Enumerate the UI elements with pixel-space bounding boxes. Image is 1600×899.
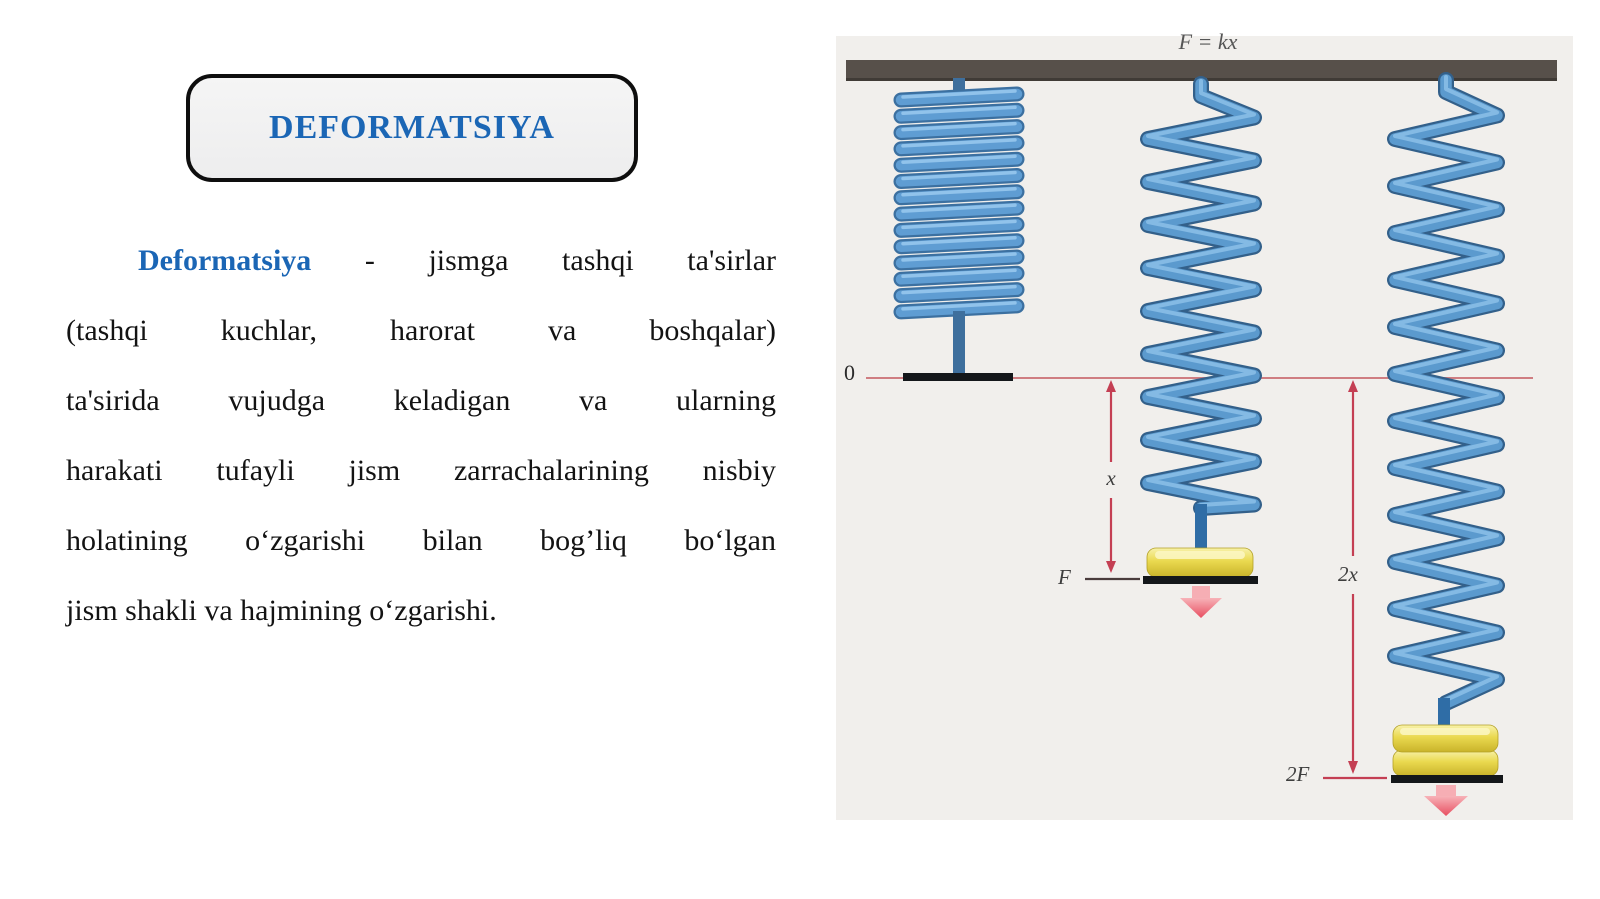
title-box: [186, 74, 638, 182]
paragraph-line: (tashqi kuchlar, harorat va boshqalar): [66, 314, 776, 347]
paragraph-line: [66, 226, 776, 296]
weight-f-plate: [1143, 576, 1258, 584]
2f-label: 2F: [1286, 762, 1310, 786]
spring1-end-plate: [903, 373, 1013, 381]
keyword-deformatsiya: Deformatsiya: [138, 244, 312, 277]
x-label: x: [1106, 466, 1116, 490]
paragraph-line: holatining o‘zgarishi bilan bog’liq bo‘lgan: [66, 524, 776, 557]
weight-f: [1147, 548, 1253, 577]
zero-label: 0: [844, 360, 855, 385]
page-title: DEFORMATSIYA: [269, 109, 555, 146]
paragraph-line: harakati tufayli jism zarrachalarining nisbiy: [66, 454, 776, 487]
paragraph-line: ta'sirida vujudga keladigan va ularning: [66, 384, 776, 417]
figure-svg: [836, 28, 1573, 820]
formula-label: F = kx: [1178, 29, 1238, 54]
f-label: F: [1058, 565, 1071, 589]
paragraph-line: jism shakli va hajmining o‘zgarishi.: [66, 594, 497, 627]
definition-paragraph: [66, 226, 776, 646]
weight-2f-plate: [1391, 775, 1503, 783]
paragraph-text: - jismga tashqi ta'sirlar: [311, 244, 776, 277]
weight-2f: [1393, 725, 1498, 776]
2x-label: 2x: [1338, 562, 1358, 586]
hookes-law-figure: [836, 28, 1573, 820]
